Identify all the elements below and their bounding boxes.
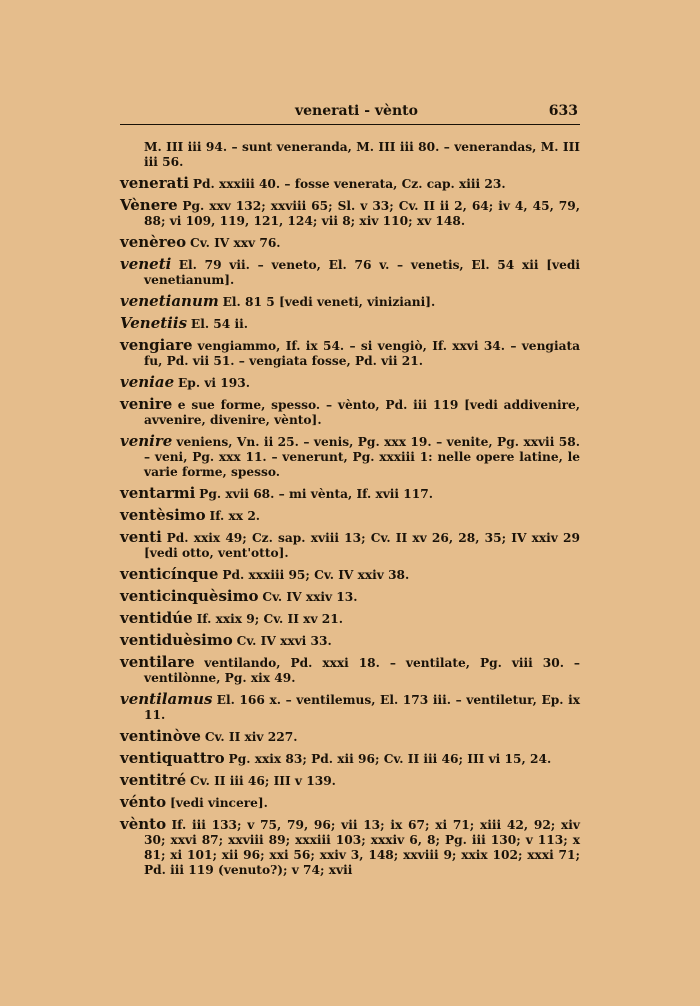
- list-item: venèreo Cv. IV xxv 76.: [120, 233, 281, 251]
- list-item: vengiare vengiammo, If. ix 54. – si vengiò, If. xxvi 34. – vengiata fu, Pd. vii 51. – vengiata fosse, Pd. vii 21.: [120, 336, 581, 368]
- list-item: venire veniens, Vn. ii 25. – venis, Pg. xxx 19. – venite, Pg. xxvii 58. – veni, Pg. xxx 11. – venerunt, Pg. xxxiii 1: nelle opere latine, le varie forme, spesso.: [120, 432, 580, 479]
- headword: ventèsimo: [120, 506, 206, 524]
- list-item: M. III iii 94. – sunt veneranda, M. III iii 80. – venerandas, M. III iii 56.: [144, 140, 580, 169]
- headword: ventilamus: [120, 690, 213, 708]
- running-title: venerati - vènto: [295, 103, 418, 119]
- list-item: ventidúe If. xxix 9; Cv. II xv 21.: [120, 609, 343, 627]
- headword: veneti: [120, 255, 172, 273]
- list-item: Vènere Pg. xxv 132; xxviii 65; Sl. v 33; Cv. II ii 2, 64; iv 4, 45, 79, 88; vi 109, 119, 121, 124; vii 8; xiv 110; xv 148.: [120, 196, 581, 228]
- headword: Venetiis: [120, 314, 188, 332]
- headword: veniae: [120, 373, 175, 391]
- entry-list: [120, 140, 580, 884]
- list-item: venetianum El. 81 5 [vedi veneti, viniziani].: [120, 292, 436, 310]
- headword: vengiare: [120, 336, 193, 354]
- headword: venticinquèsimo: [120, 587, 259, 605]
- list-item: venire e sue forme, spesso. – vènto, Pd. iii 119 [vedi addivenire, avvenire, divenire, vènto].: [120, 395, 581, 427]
- headword: venèreo: [120, 233, 187, 251]
- headword: ventiquattro: [120, 749, 225, 767]
- header-rule: [120, 124, 580, 125]
- headword: venetianum: [120, 292, 219, 310]
- headword: venti: [120, 528, 162, 546]
- list-item: ventiquattro Pg. xxix 83; Pd. xii 96; Cv. II iii 46; III vi 15, 24.: [120, 749, 552, 767]
- page-number: 633: [548, 103, 578, 119]
- headword: ventinòve: [120, 727, 201, 745]
- headword: vénto: [120, 793, 167, 811]
- list-item: ventilamus El. 166 x. – ventilemus, El. 173 iii. – ventiletur, Ep. ix 11.: [120, 690, 581, 722]
- list-item: venerati Pd. xxxiii 40. – fosse venerata, Cz. cap. xiii 23.: [120, 174, 506, 192]
- list-item: Venetiis El. 54 ii.: [120, 314, 249, 332]
- headword: ventarmi: [120, 484, 196, 502]
- list-item: vènto If. iii 133; v 75, 79, 96; vii 13; ix 67; xi 71; xiii 42, 92; xiv 30; xxvi 87; xxviii 89; xxxiii 103; xxxiv 6, 8; Pg. iii 130; v 113; x 81; xi 101; xii 96; xxi 56; xxiv 3, 148; xxviii 9; xxix 102; xxxi 71; Pd. iii 119 (venuto?); v 74; xvii: [120, 815, 580, 877]
- list-item: ventinòve Cv. II xiv 227.: [120, 727, 298, 745]
- list-item: veniae Ep. vi 193.: [120, 373, 250, 391]
- list-item: venticínque Pd. xxxiii 95; Cv. IV xxiv 38.: [120, 565, 410, 583]
- list-item: vénto [vedi vincere].: [120, 793, 268, 811]
- headword: ventiduèsimo: [120, 631, 233, 649]
- list-item: ventarmi Pg. xvii 68. – mi vènta, If. xvii 117.: [120, 484, 433, 502]
- list-item: ventèsimo If. xx 2.: [120, 506, 261, 524]
- headword: venerati: [120, 174, 189, 192]
- headword: Vènere: [120, 196, 178, 214]
- headword: venire: [120, 432, 173, 450]
- headword: ventilare: [120, 653, 195, 671]
- list-item: venticinquèsimo Cv. IV xxiv 13.: [120, 587, 358, 605]
- list-item: veneti El. 79 vii. – veneto, El. 76 v. – venetis, El. 54 xii [vedi venetianum].: [120, 255, 581, 287]
- list-item: ventitré Cv. II iii 46; III v 139.: [120, 771, 336, 789]
- headword: ventidúe: [120, 609, 193, 627]
- headword: venticínque: [120, 565, 219, 583]
- headword: ventitré: [120, 771, 187, 789]
- headword: vènto: [120, 815, 167, 833]
- list-item: ventiduèsimo Cv. IV xxvi 33.: [120, 631, 332, 649]
- running-header: [120, 103, 580, 121]
- list-item: ventilare ventilando, Pd. xxxi 18. – ventilate, Pg. viii 30. – ventilònne, Pg. xix 49.: [120, 653, 581, 685]
- list-item: venti Pd. xxix 49; Cz. sap. xviii 13; Cv. II xv 26, 28, 35; IV xxiv 29 [vedi otto, vent'otto].: [120, 528, 580, 560]
- headword: venire: [120, 395, 173, 413]
